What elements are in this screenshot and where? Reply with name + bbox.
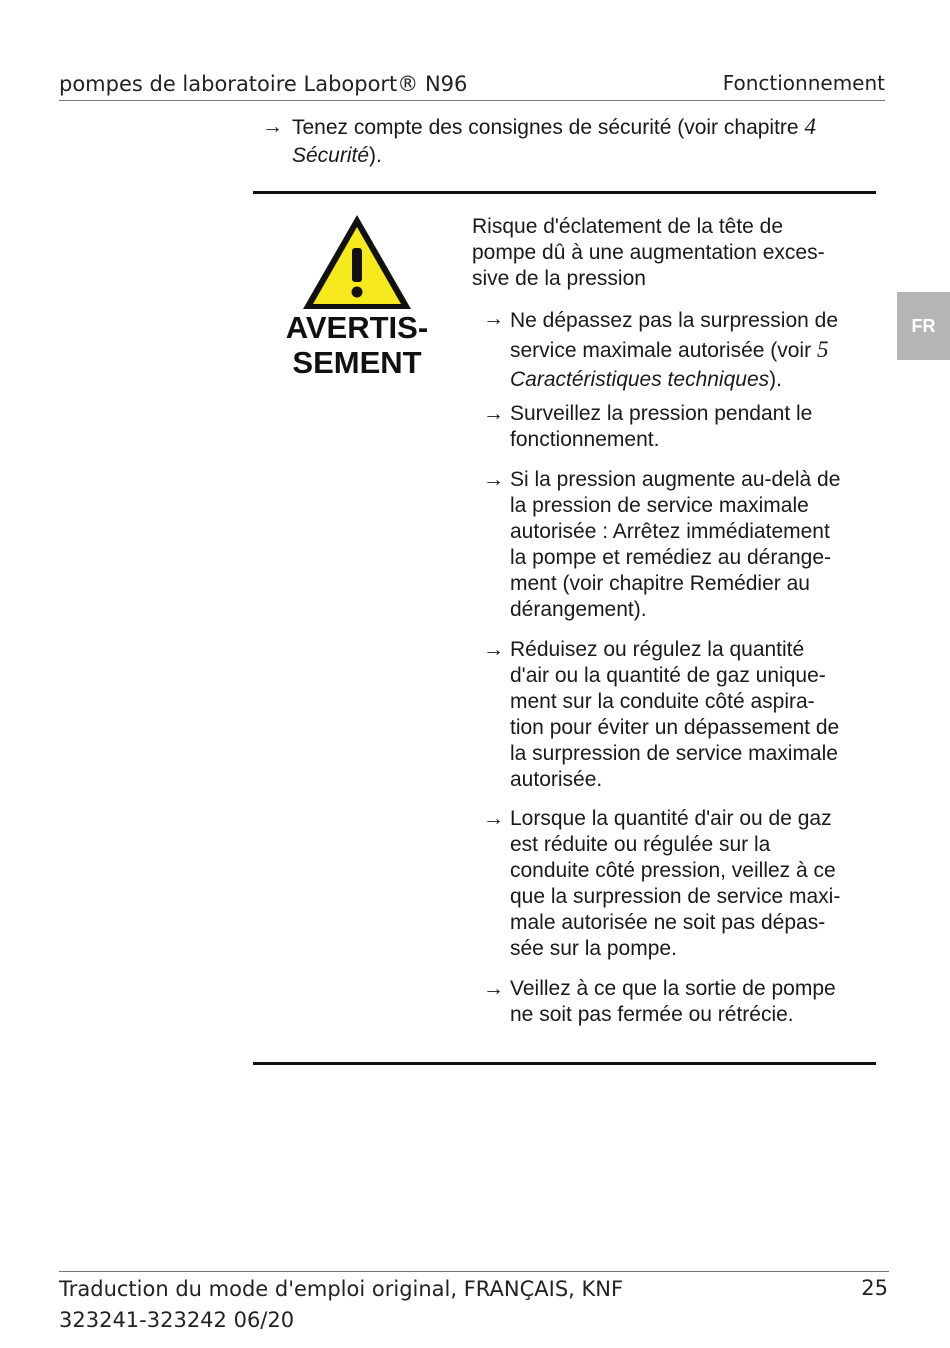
header-divider bbox=[59, 100, 885, 101]
intro-text-end: ). bbox=[369, 144, 382, 167]
measure-line: autorisée : Arrêtez immédiatement bbox=[510, 520, 830, 543]
hazard-line: sive de la pression bbox=[472, 267, 646, 290]
footer-document-title: Traduction du mode d'emploi original, FRANÇAIS, KNF bbox=[59, 1277, 624, 1301]
measure-line: ment sur la conduite côté aspira- bbox=[510, 690, 815, 713]
warning-box-bottom-rule bbox=[253, 1062, 876, 1065]
arrow-icon: → bbox=[483, 807, 504, 830]
language-tab-label: FR bbox=[911, 315, 936, 336]
measure-line: que la surpression de service maxi- bbox=[510, 885, 841, 908]
warning-signal-word bbox=[266, 310, 448, 380]
measure-item bbox=[483, 806, 878, 962]
measure-line: la pompe et remédiez au dérange- bbox=[510, 546, 832, 569]
arrow-icon: → bbox=[483, 468, 504, 491]
measure-line: Réduisez ou régulez la quantité bbox=[510, 638, 805, 661]
measure-item bbox=[483, 401, 878, 453]
measure-line: Si la pression augmente au-delà de bbox=[510, 468, 841, 491]
measure-line: la pression de service maximale bbox=[510, 494, 809, 517]
arrow-icon: → bbox=[483, 638, 504, 661]
arrow-icon: → bbox=[483, 977, 504, 1000]
measure-line: conduite côté pression, veillez à ce bbox=[510, 859, 836, 882]
measure-item bbox=[483, 467, 878, 623]
running-header-section: Fonctionnement bbox=[722, 71, 885, 95]
hazard-description bbox=[472, 214, 872, 292]
measure-line: Veillez à ce que la sortie de pompe bbox=[510, 977, 836, 1000]
measure-line: Ne dépassez pas la surpression de bbox=[510, 309, 839, 332]
measure-item bbox=[483, 306, 878, 394]
measure-line: tion pour éviter un dépassement de bbox=[510, 716, 840, 739]
measure-line: male autorisée ne soit pas dépas- bbox=[510, 911, 826, 934]
warning-label-line2: SEMENT bbox=[292, 345, 422, 380]
language-tab[interactable] bbox=[897, 292, 950, 360]
measure-line: service maximale autorisée (voir bbox=[510, 339, 817, 362]
measure-line: autorisée. bbox=[510, 768, 603, 791]
hazard-line: pompe dû à une augmentation exces- bbox=[472, 241, 825, 264]
measure-item bbox=[483, 976, 878, 1028]
measure-line: sée sur la pompe. bbox=[510, 937, 677, 960]
warning-box-top-rule bbox=[253, 191, 876, 194]
intro-instruction bbox=[262, 113, 872, 170]
footer-divider bbox=[59, 1271, 889, 1272]
intro-text: Tenez compte des consignes de sécurité (voir chapitre bbox=[292, 116, 805, 139]
footer-document-number: 323241-323242 06/20 bbox=[59, 1308, 295, 1332]
chapter-ref-title[interactable]: Caractéristiques techniques bbox=[510, 368, 770, 391]
chapter-ref-number[interactable]: 5 bbox=[816, 337, 829, 362]
chapter-ref-title[interactable]: Sécurité bbox=[292, 144, 370, 167]
measure-line: est réduite ou régulée sur la bbox=[510, 833, 771, 856]
measure-line-end: ). bbox=[769, 368, 782, 391]
running-header-title: pompes de laboratoire Laboport® N96 bbox=[59, 72, 468, 96]
hazard-line: Risque d'éclatement de la tête de bbox=[472, 215, 784, 238]
page-number: 25 bbox=[861, 1276, 888, 1300]
arrow-icon: → bbox=[483, 307, 504, 330]
warning-label-line1: AVERTIS- bbox=[285, 310, 429, 345]
arrow-icon: → bbox=[262, 115, 283, 138]
measure-line: Surveillez la pression pendant le bbox=[510, 402, 813, 425]
chapter-ref-number[interactable]: 4 bbox=[804, 114, 816, 139]
measure-line: la surpression de service maximale bbox=[510, 742, 838, 765]
measure-item bbox=[483, 637, 878, 793]
measure-line: d'air ou la quantité de gaz unique- bbox=[510, 664, 826, 687]
measure-line: ment (voir chapitre Remédier au bbox=[510, 572, 810, 595]
measure-line: fonctionnement. bbox=[510, 428, 660, 451]
arrow-icon: → bbox=[483, 402, 504, 425]
measure-line: ne soit pas fermée ou rétrécie. bbox=[510, 1003, 794, 1026]
warning-triangle-icon bbox=[300, 212, 414, 312]
measure-line: dérangement). bbox=[510, 598, 647, 621]
measure-line: Lorsque la quantité d'air ou de gaz bbox=[510, 807, 832, 830]
